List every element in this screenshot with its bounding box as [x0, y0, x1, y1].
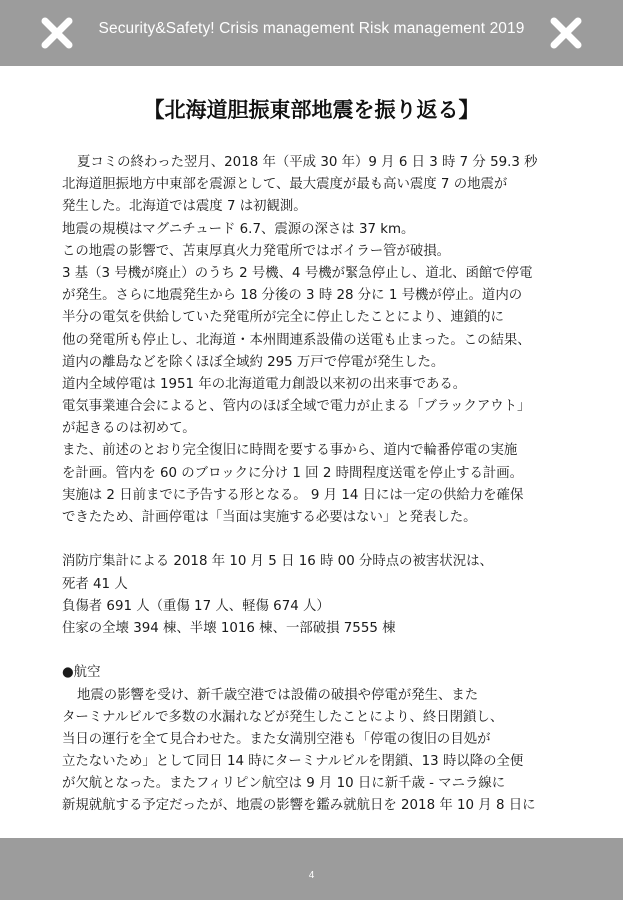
body-line: 北海道胆振地方中東部を震源として、最大震度が最も高い震度 7 の地震が [62, 177, 508, 193]
aviation-line: 新規就航する予定だったが、地震の影響を鑑み就航日を 2018 年 10 月 8 日に [62, 798, 536, 814]
body-line: 道内の離島などを除くほぼ全域約 295 万戸で停電が発生した。 [62, 354, 445, 370]
body-line: できたため、計画停電は「当面は実施する必要はない」と発表した。 [62, 510, 477, 525]
aviation-line: が欠航となった。またフィリピン航空は 9 月 10 日に新千歳 - マニラ線に [62, 776, 506, 792]
body-line: 半分の電気を供給していた発電所が完全に停止したことにより、連鎖的に [62, 310, 504, 326]
body-line: 他の発電所も停止し、北海道・本州間連系設備の送電も止まった。この結果、 [62, 332, 531, 348]
article-body [62, 152, 582, 818]
aviation-line: 地震の影響を受け、新千歳空港では設備の破損や停電が発生、また [77, 687, 479, 703]
page-number: 4 [308, 870, 315, 881]
body-line: 夏コミの終わった翌月、2018 年（平成 30 年）9 月 6 日 3 時 7 分 59.3 秒 [77, 155, 538, 170]
body-line: 電気事業連合会によると、管内のほぼ全域で電力が止まる「ブラックアウト」 [62, 399, 531, 415]
body-line: 地震の規模はマグニチュード 6.7、震源の深さは 37 km。 [62, 221, 415, 237]
aviation-line: ターミナルビルで多数の水漏れなどが発生したことにより、終日閉鎖し、 [62, 709, 504, 725]
body-line: が起きるのは初めて。 [62, 421, 196, 437]
x-mark-icon [40, 16, 74, 50]
body-line: この地震の影響で、苫東厚真火力発電所ではボイラー管が破損。 [62, 243, 451, 259]
x-mark-icon [549, 16, 583, 50]
body-line: 発生した。北海道では震度 7 は初観測。 [62, 199, 307, 215]
page-title: 【北海道胆振東部地震を振り返る】 [143, 98, 480, 122]
body-line: 3 基（3 号機が廃止）のうち 2 号機、4 号機が緊急停止し、道北、函館で停電 [62, 265, 533, 281]
damage-line: 負傷者 691 人（重傷 17 人、軽傷 674 人） [62, 598, 330, 614]
body-line: 道内全域停電は 1951 年の北海道電力創設以来初の出来事である。 [62, 376, 467, 392]
header-title: Security&Safety! Crisis management Risk management 2019 [98, 20, 525, 37]
body-line: また、前述のとおり完全復旧に時間を要する事から、道内で輪番停電の実施 [62, 443, 518, 459]
damage-line: 住家の全壊 394 棟、半壊 1016 棟、一部破損 7555 棟 [62, 620, 396, 636]
footer-band [0, 838, 623, 900]
damage-line: 死者 41 人 [62, 576, 128, 592]
body-line: 実施は 2 日前までに予告する形となる。 9 月 14 日には一定の供給力を確保 [62, 487, 524, 503]
body-line: が発生。さらに地震発生から 18 分後の 3 時 28 分に 1 号機が停止。道内の [62, 288, 523, 304]
header-band [0, 0, 623, 66]
damage-line: 消防庁集計による 2018 年 10 月 5 日 16 時 00 分時点の被害状況は、 [62, 554, 493, 570]
body-line: を計画。管内を 60 のブロックに分け 1 回 2 時間程度送電を停止する計画。 [62, 465, 524, 481]
section-heading-aviation: ●航空 [62, 665, 101, 681]
aviation-line: 立たないため」として同日 14 時にターミナルビルを閉鎖、13 時以降の全便 [62, 754, 524, 770]
aviation-line: 当日の運行を全て見合わせた。また女満別空港も「停電の復旧の目処が [62, 731, 491, 747]
